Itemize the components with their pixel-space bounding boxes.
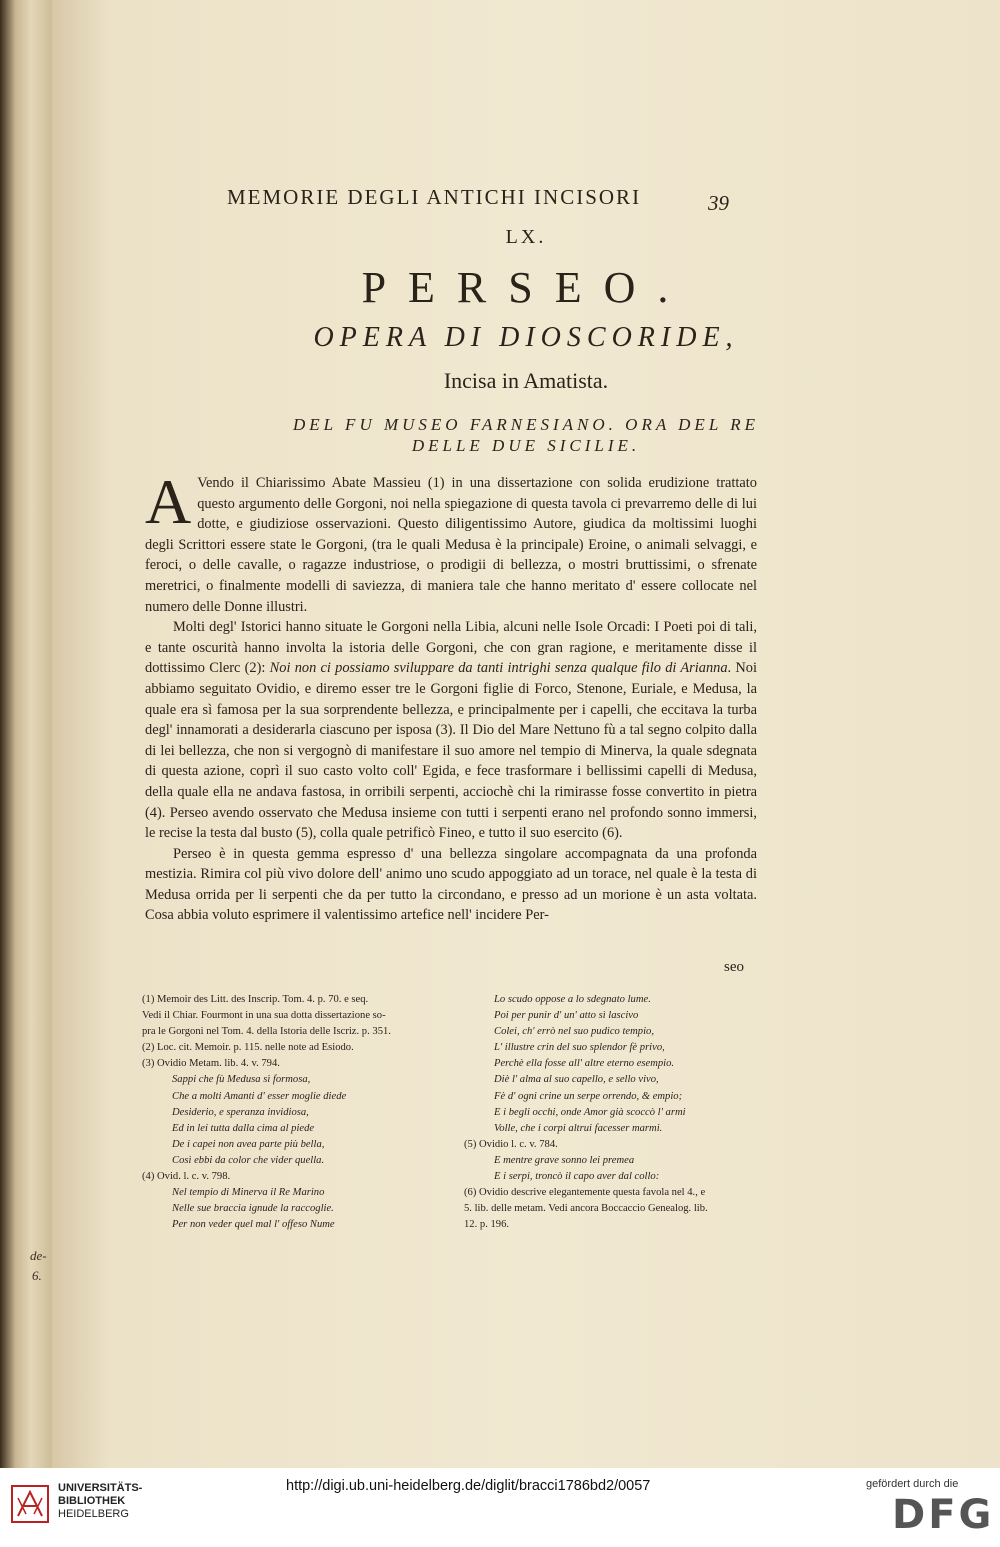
footnotes-right-column [464,992,764,1233]
technique-line: Incisa in Amatista. [443,368,609,393]
footnote-line: De i capei non avea parte più bella, [172,1138,325,1150]
running-title: MEMORIE DEGLI ANTICHI INCISORI [227,185,642,209]
footnote-line: Così ebbi da color che vider quella. [172,1154,325,1166]
library-line: HEIDELBERG [58,1508,129,1520]
footnote-line: Diè l' alma al suo capello, e sello vivo, [494,1074,659,1086]
paragraph [145,844,757,926]
footnote-line: (5) Ovidio l. c. v. 784. [464,1138,558,1150]
footnote-line: Nel tempio di Minerva il Re Marino [172,1187,325,1199]
book-spine [0,0,52,1468]
footnote-line: 12. p. 196. [464,1219,510,1231]
library-line: UNIVERSITÄTS- [58,1482,143,1494]
paragraph-text: Molti degl' Istorici hanno situate le Gorgoni nella Libia, alcuni nelle Isole Orcadi: I Poeti poi di tali, e tante oscurità hanno involta la istoria delle Gorgoni, che con gran ragione, e meritamente disse il dottissimo Clerc (2): [145,619,757,677]
footnote-line: Desiderio, e speranza invidiosa, [172,1106,309,1118]
book-page [52,0,1000,1468]
footnote-line: L' illustre crin del suo splendor fè privo, [494,1042,665,1054]
footnote-line: (1) Memoir des Litt. des Inscrip. Tom. 4. p. 70. e seq. [142,994,369,1005]
catchword: seo [724,959,744,975]
footnote-line: Fè d' ogni crine un serpe orrendo, & empio; [494,1090,683,1102]
viewer-footer [0,1468,1000,1547]
funded-by-label: gefördert durch die [866,1478,959,1490]
footnote-line: (6) Ovidio descrive elegantemente questa favola nel 4., e [464,1187,706,1199]
footnote-line: E mentre grave sonno lei premea [494,1154,635,1166]
footnote-line: (4) Ovid. l. c. v. 798. [142,1171,231,1183]
provenance-line: DEL FU MUSEO FARNESIANO. ORA DEL RE [293,415,759,434]
footnote-line: E i serpi, troncò il capo aver dal collo: [494,1171,660,1183]
library-line: BIBLIOTHEK [58,1495,126,1507]
paragraph-text: Perseo è in questa gemma espresso d' una bellezza singolare accompagnata da una profonda mestizia. Rimira col più vivo dolore dell' animo uno scudo appoggiato ad un torace, nel quale è la testa di Medusa orrida per li serpenti che da per tutto la circondano, e presso ad un morione è un asta voltata. Cosa abbia voluto esprimere il valentissimo artefice nell' incidere Per- [145,845,757,924]
quotation: Noi non ci possiamo sviluppare da tanti intrighi senza qualque filo di Arianna [269,660,728,677]
footnotes-left-column [142,992,464,1233]
footnote-line: Nelle sue braccia ignude la raccoglie. [172,1203,334,1215]
footnote-line: Sappi che fù Medusa sì formosa, [172,1074,311,1086]
subtitle: OPERA DI DIOSCORIDE, [313,322,739,353]
paragraph-text: . Noi abbiamo seguitato Ovidio, e diremo esser tre le Gorgoni figlie di Forco, Stenone, Euriale, e Medusa, la quale era sì famosa per la sua sorprendente bellezza, e principalmente per i capelli, che eccitava la turba degl' innamorati a desiderarla ciascuno per isposa (3). Il Dio del Mare Nettuno fù a tal segno colpito dalla di lei bellezza, che non si vergognò di manifestare il suo amore nel tempio di Minerva, la quale sdegnata di questa azione, coprì il suo casto volto coll' Egida, e fece trasformare i bellissimi capelli di Medusa, della quale ella ne andava fastosa, in orribili serpenti, acciochè chi la rimirasse fosse convertito in pietra (4). Perseo avendo osservato che Medusa insieme con tutti i serpenti erano nel profondo sonno immersi, le recise la testa dal busto (5), colla quale petrificò Fineo, e tutto il suo esercito (6). [145,660,757,842]
library-name [58,1482,142,1521]
footnote-line: Vedi il Chiar. Fourmont in una sua dotta dissertazione so- [142,1010,386,1022]
university-seal-icon [10,1484,50,1524]
paragraph [145,466,757,617]
section-number: LX. [505,226,547,248]
drop-cap: A [145,466,192,537]
footnote-line: Lo scudo oppose a lo sdegnato lume. [494,994,651,1005]
footnote-line: pra le Gorgoni nel Tom. 4. della Istoria delle Iscriz. p. 351. [142,1026,391,1038]
footnote-line: (3) Ovidio Metam. lib. 4. v. 794. [142,1058,280,1070]
page-url[interactable]: http://digi.ub.uni-heidelberg.de/diglit/bracci1786bd2/0057 [286,1478,651,1494]
footnote-line: Poi per punir d' un' atto sì lascivo [494,1010,639,1022]
page-title: PERSEO. [361,263,691,312]
paragraph-text: Vendo il Chiarissimo Abate Massieu (1) in una dissertazione con solida erudizione trattato questo argumento delle Gorgoni, noi nella spiegazione di questa tavola ci prevarremo delle di lui dotte, e giudiziose osservazioni. Questo diligentissimo Autore, giudica da moltissimi luoghi degli Scrittori essere state le Gorgoni, (tra le quali Medusa è la principale) Eroine, o animali selvaggi, e feroci, o delle cavalle, o ragazze industriose, o prodigii di bellezza, o mostri bruttissimi, o sfrenate meretrici, o finalmente modelli di saviezza, di maniera tale che hanno meritato d' essere collocate nel numero delle Donne illustri. [145,475,757,615]
paragraph [145,617,757,844]
page-number: 39 [708,191,729,215]
footnote-line: Che a molti Amanti d' esser moglie diede [172,1090,347,1102]
spine-mark: 6. [32,1268,42,1283]
footnote-line: 5. lib. delle metam. Vedi ancora Boccaccio Genealog. lib. [464,1203,708,1215]
provenance-line: DELLE DUE SICILIE. [411,436,641,455]
spine-mark: de- [30,1248,47,1263]
provenance [52,414,1000,456]
footnote-line: Colei, ch' errò nel suo pudico tempio, [494,1026,654,1038]
footnote-line: Per non veder quel mal l' offeso Nume [172,1219,335,1231]
footnote-line: Volle, che i corpi altrui facesser marmi. [494,1122,663,1134]
main-text [145,466,757,926]
footnote-line: Perchè ella fosse all' altre eterno esempio. [494,1058,675,1070]
footnote-line: Ed in lei tutta dalla cima al piede [172,1122,315,1134]
dfg-logo: DFG [892,1492,995,1538]
footnote-line: E i begli occhi, onde Amor già scoccò l' armi [494,1106,686,1118]
footnote-line: (2) Loc. cit. Memoir. p. 115. nelle note ad Esiodo. [142,1042,354,1054]
